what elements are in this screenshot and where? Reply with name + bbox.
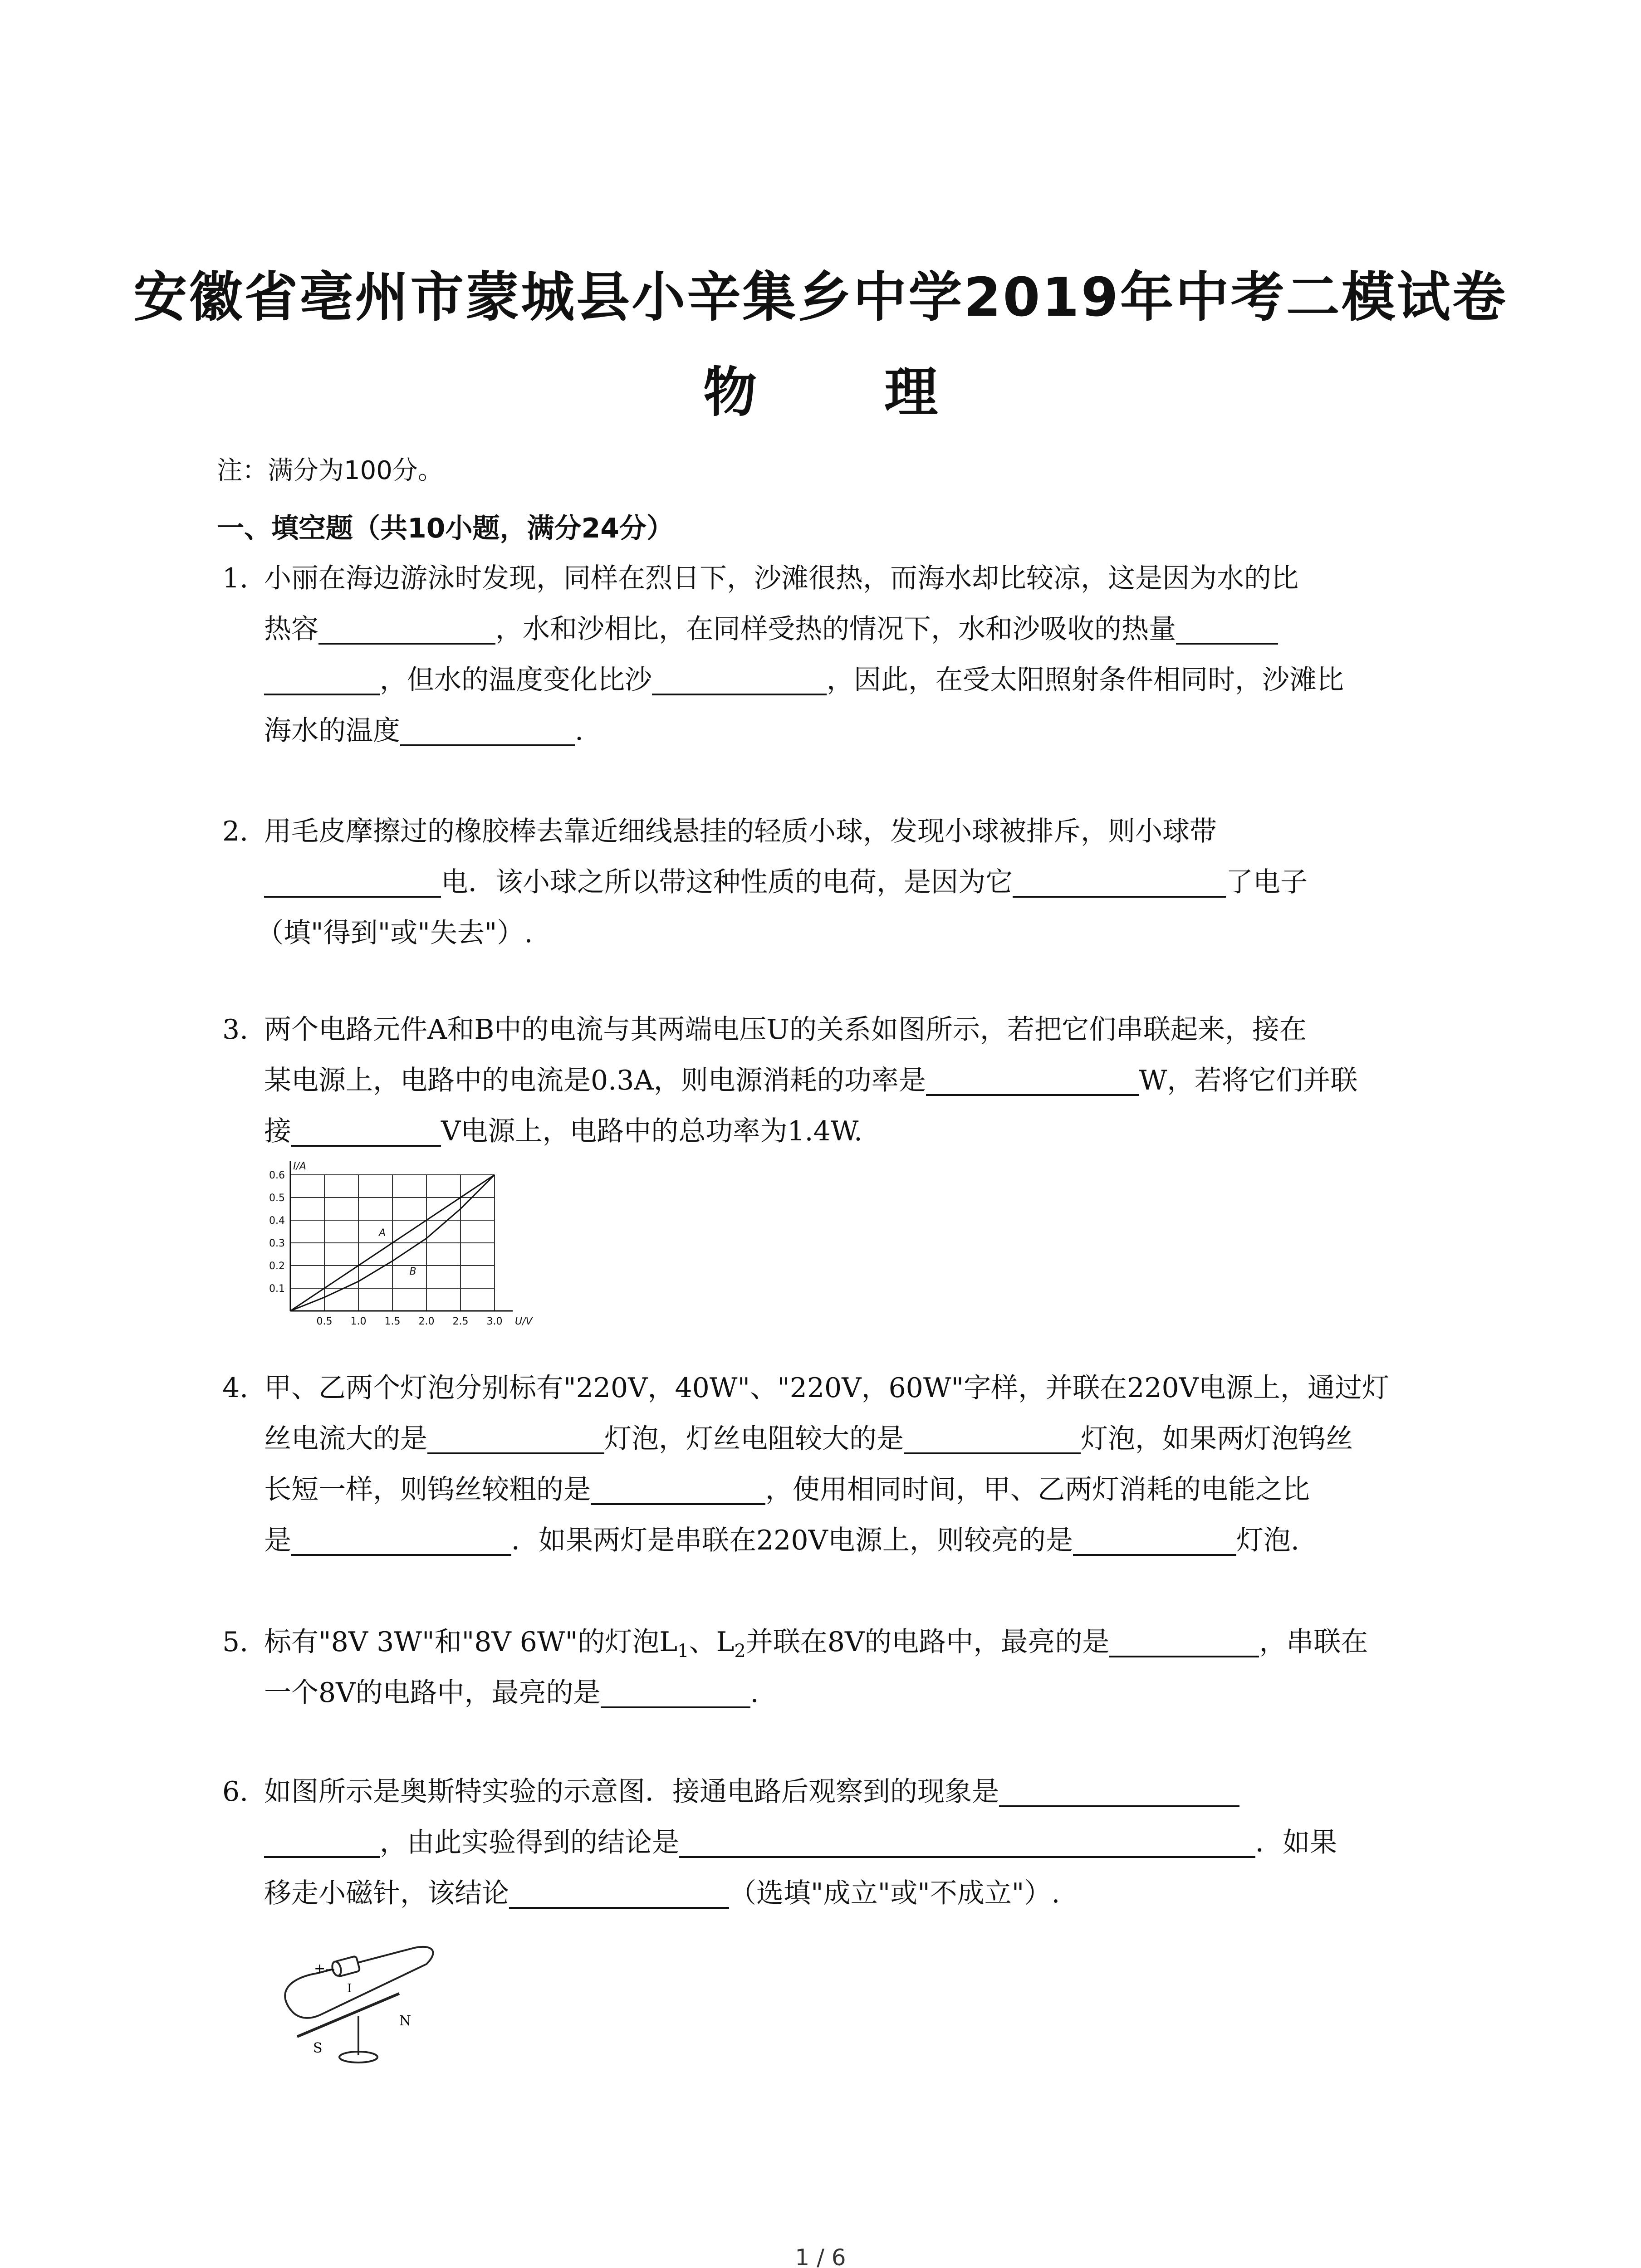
question-text: 海水的温度 <box>264 715 400 747</box>
x-tick-label: 2.0 <box>418 1316 435 1327</box>
question-text: 接 <box>264 1115 291 1147</box>
subscript: 2 <box>734 1641 746 1662</box>
x-tick-label: 0.5 <box>316 1316 333 1327</box>
question-text: ．如果两灯是串联在220V电源上，则较亮的是 <box>511 1525 1073 1556</box>
magnetic-needle <box>297 1994 399 2037</box>
score-note: 注：满分为100分。 <box>217 456 443 485</box>
question-text: V电源上，电路中的总功率为1.4W. <box>441 1115 863 1147</box>
question-text: . <box>575 715 584 747</box>
question-text: 两个电路元件A和B中的电流与其两端电压U的关系如图所示，若把它们串联起来，接在 <box>264 1014 1307 1046</box>
answer-blank[interactable] <box>318 617 495 645</box>
question-text: （填"得到"或"失去"）. <box>256 917 533 949</box>
question-text: 并联在8V的电路中，最亮的是 <box>745 1626 1110 1658</box>
question-text: 灯泡，如果两灯泡钨丝 <box>1081 1423 1353 1455</box>
question-text: 小丽在海边游泳时发现，同样在烈日下，沙滩很热，而海水却比较凉，这是因为水的比 <box>264 562 1298 594</box>
question-text: 丝电流大的是 <box>264 1423 427 1455</box>
answer-blank[interactable] <box>999 1780 1239 1807</box>
answer-blank[interactable] <box>291 1119 441 1147</box>
question-text: 灯泡. <box>1236 1525 1299 1556</box>
question-text: 长短一样，则钨丝较粗的是 <box>264 1474 591 1505</box>
question-text: ，使用相同时间，甲、乙两灯消耗的电能之比 <box>765 1474 1310 1505</box>
answer-blank[interactable] <box>601 1681 750 1708</box>
question-text: 是 <box>264 1525 291 1556</box>
question-number: 3. <box>222 1014 249 1046</box>
question-number: 5. <box>222 1626 249 1658</box>
answer-blank[interactable] <box>291 1529 511 1556</box>
plus-label: + <box>314 1961 326 1977</box>
south-pole-label: S <box>313 2040 323 2056</box>
y-tick-label: 0.2 <box>269 1261 285 1272</box>
question-text: 某电源上，电路中的电流是0.3A，则电源消耗的功率是 <box>264 1065 926 1096</box>
x-tick-label: 1.0 <box>350 1316 367 1327</box>
answer-blank[interactable] <box>591 1478 765 1505</box>
y-tick-label: 0.5 <box>269 1193 285 1204</box>
question-text: ，由此实验得到的结论是 <box>380 1827 679 1858</box>
question-text: 移走小磁针，该结论 <box>264 1877 509 1909</box>
question-number: 4. <box>222 1372 249 1404</box>
answer-blank[interactable] <box>904 1427 1081 1454</box>
series-label-b: B <box>409 1266 416 1277</box>
question-text: 用毛皮摩擦过的橡胶棒去靠近细线悬挂的轻质小球，发现小球被排斥，则小球带 <box>264 816 1217 847</box>
answer-blank[interactable] <box>926 1069 1139 1096</box>
answer-blank[interactable] <box>264 870 441 898</box>
question-number: 1. <box>222 562 249 594</box>
wire-loop <box>285 1947 433 2018</box>
x-tick-label: 3.0 <box>486 1316 503 1327</box>
question-text: 灯泡，灯丝电阻较大的是 <box>604 1423 904 1455</box>
question-text: 热容 <box>264 613 318 645</box>
answer-blank[interactable] <box>1013 870 1226 898</box>
x-axis-label: U/V <box>515 1316 533 1327</box>
question-text: W，若将它们并联 <box>1139 1065 1358 1096</box>
answer-blank[interactable] <box>652 668 827 695</box>
y-tick-label: 0.4 <box>269 1215 285 1227</box>
question-text: 标有"8V 3W"和"8V 6W"的灯泡L <box>264 1626 678 1658</box>
minus-label: − <box>324 1962 336 1978</box>
answer-blank[interactable] <box>679 1831 1255 1858</box>
chart-labels <box>269 1161 534 1327</box>
question-text: ．如果 <box>1255 1827 1337 1858</box>
question-text: 电．该小球之所以带这种性质的电荷，是因为它 <box>441 866 1013 898</box>
question-text: （选填"成立"或"不成立"）. <box>729 1877 1060 1909</box>
question-text: ，水和沙相比，在同样受热的情况下，水和沙吸收的热量 <box>495 613 1176 645</box>
subscript: 1 <box>677 1641 689 1662</box>
subject-title <box>0 349 1641 426</box>
question-text: 如图所示是奥斯特实验的示意图．接通电路后观察到的现象是 <box>264 1776 999 1808</box>
question-text: . <box>750 1677 759 1709</box>
question-text: ，串联在 <box>1259 1626 1368 1658</box>
section-heading: 一、填空题（共10小题，满分24分） <box>217 513 674 544</box>
question-text: 一个8V的电路中，最亮的是 <box>264 1677 601 1709</box>
exam-title: 安徽省亳州市蒙城县小辛集乡中学2019年中考二模试卷 <box>133 266 1508 328</box>
y-tick-label: 0.3 <box>269 1238 285 1249</box>
answer-blank[interactable] <box>1073 1529 1236 1556</box>
series-label-a: A <box>379 1227 386 1239</box>
answer-blank[interactable] <box>264 1831 380 1858</box>
current-label: I <box>347 1982 352 1995</box>
north-pole-label: N <box>399 2013 411 2029</box>
answer-blank[interactable] <box>509 1882 729 1909</box>
question-number: 2. <box>222 816 249 847</box>
oersted-experiment-figure <box>263 1923 454 2073</box>
question-text: ，但水的温度变化比沙 <box>380 664 652 696</box>
answer-blank[interactable] <box>1109 1630 1259 1657</box>
question-text: ，因此，在受太阳照射条件相同时，沙滩比 <box>827 664 1344 696</box>
page-number: 1 / 6 <box>795 2244 846 2268</box>
y-tick-label: 0.1 <box>269 1283 285 1295</box>
answer-blank[interactable] <box>1176 617 1278 645</box>
question-text: 甲、乙两个灯泡分别标有"220V，40W"、"220V，60W"字样，并联在220V电源上，通过灯 <box>264 1372 1389 1404</box>
y-axis-label: I/A <box>293 1161 306 1172</box>
x-tick-label: 1.5 <box>384 1316 401 1327</box>
answer-blank[interactable] <box>400 719 575 746</box>
answer-blank[interactable] <box>264 668 380 695</box>
current-voltage-chart <box>254 1159 535 1331</box>
answer-blank[interactable] <box>427 1427 604 1454</box>
y-tick-label: 0.6 <box>269 1170 285 1181</box>
x-tick-label: 2.5 <box>452 1316 469 1327</box>
question-number: 6. <box>222 1776 249 1808</box>
subject-text: 物 理 <box>703 361 993 424</box>
question-text: 、L <box>689 1626 735 1658</box>
question-text: 了电子 <box>1226 866 1308 898</box>
